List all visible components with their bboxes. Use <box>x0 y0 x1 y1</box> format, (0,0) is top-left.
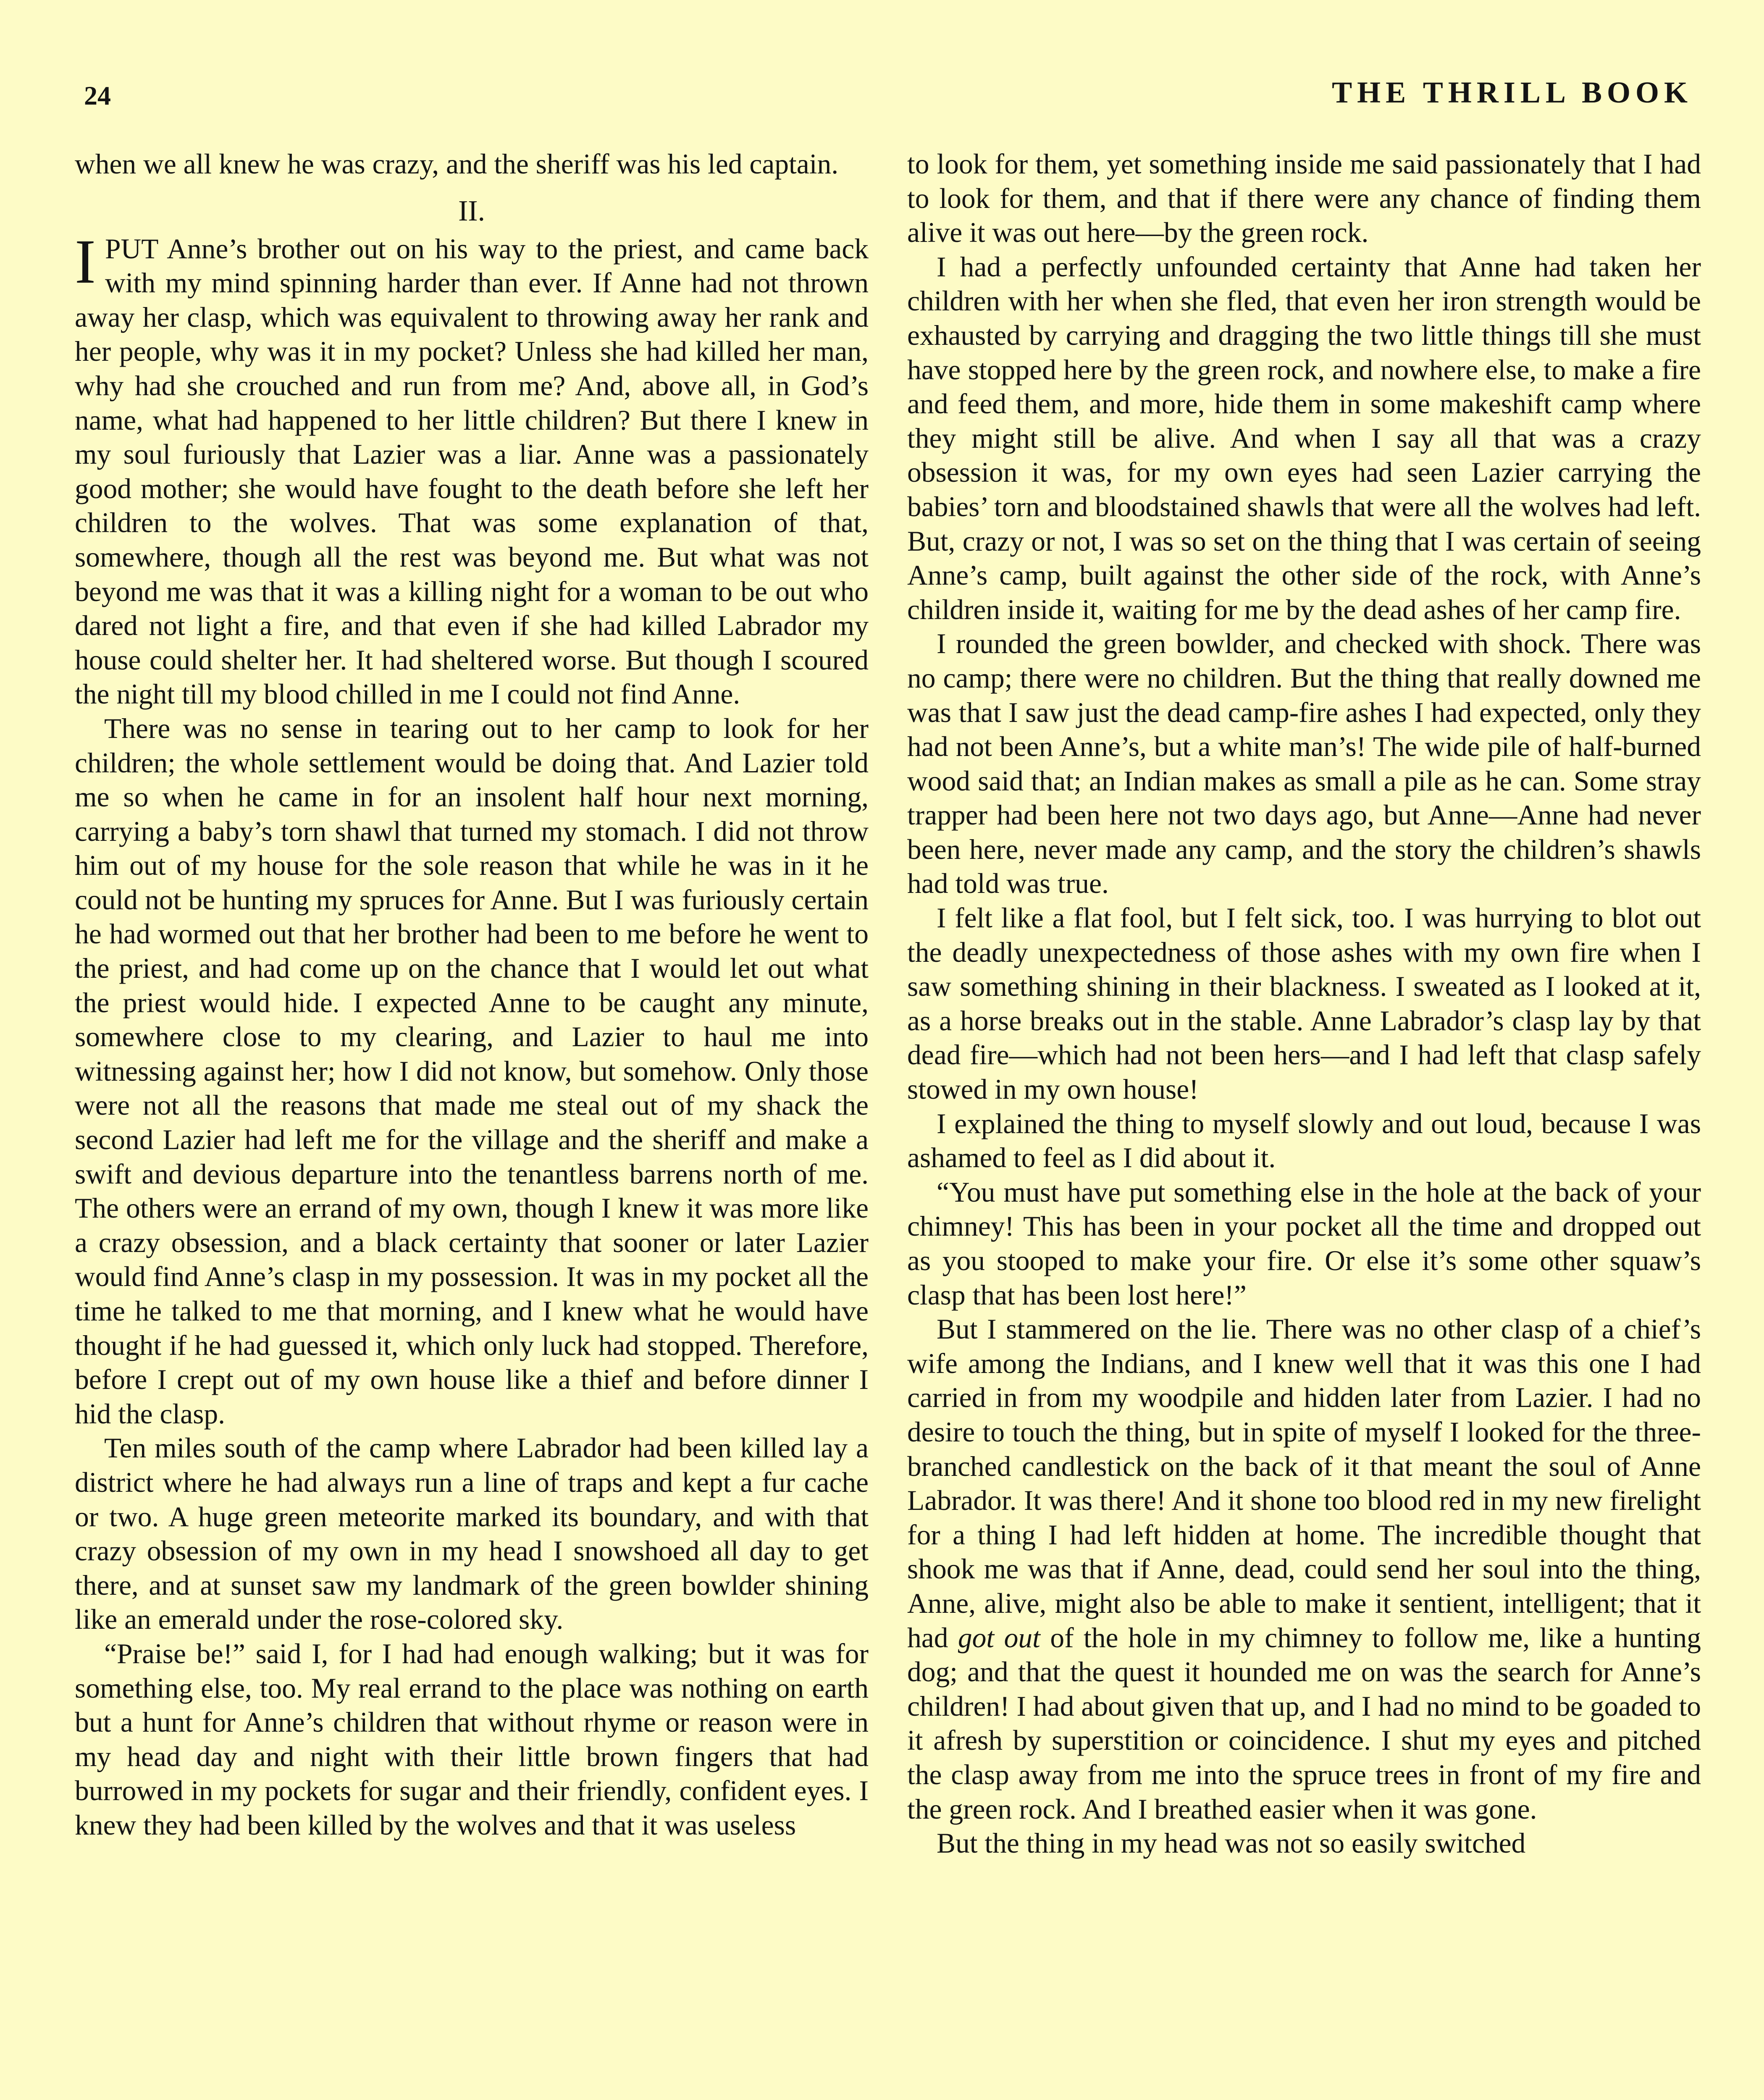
paragraph: Ten miles south of the camp where Labrador had been killed lay a district where he had always run a line of traps and kept a fur cache or two. A huge green meteorite marked its boundary, and with that crazy obsession of my own in my head I snowshoed all day to get there, and at sunset saw my landmark of the green bowlder shining like an emerald under the rose-colored sky. <box>75 1432 869 1635</box>
paragraph: “Praise be!” said I, for I had had enough walking; but it was for something else, too. My real errand to the place was nothing on earth but a hunt for Anne’s children that without rhyme or reason were in my head day and night with their little brown fingers that had burrowed in my pockets for sugar and their friendly, confident eyes. I knew they had been killed by the wolves and that it was useless <box>75 1638 869 1841</box>
paragraph: I rounded the green bowlder, and checked with shock. There was no camp; there were no children. But the thing that really downed me was that I saw just the dead camp-fire ashes I had expected, only they had not been Anne’s, but a white man’s! The wide pile of half-burned wood said that; an Indian makes as small a pile as he can. Some stray trapper had been here not two days ago, but Anne—Anne had never been here, never made any camp, and the story the children’s shawls had told was true. <box>907 628 1701 900</box>
paragraph-text: of the hole in my chimney to follow me, like a hunting dog; and that the quest it hounded me on was the search for Anne’s children! I had about given that up, and I had no mind to be goaded to it afresh by superstition or coincidence. I shut my eyes and pitched the clasp away from me into the spruce trees in front of my fire and the green rock. And I breathed easier when it was gone. <box>907 1622 1701 1825</box>
dropcap-paragraph-text: PUT Anne’s brother out on his way to the priest, and came back with my mind spinning harder than ever. If Anne had not thrown away her clasp, which was equivalent to throwing away her rank and her people, why was it in my pocket? Unless she had killed her man, why had she crouched and run from me? And, above all, in God’s name, what had happened to her little children? But there I knew in my soul furiously that Lazier was a liar. Anne was a passionately good mother; she would have fought to the death before she left her children to the wolves. That was some explanation of that, somewhere, though all the rest was beyond me. But what was not beyond me was that it was a killing night for a woman to be out who dared not light a fire, and that even if she had killed Labrador my house could shelter her. It had sheltered worse. But though I scoured the night till my blood chilled in me I could not find Anne. <box>75 233 869 710</box>
right-column <box>907 147 1701 2100</box>
dropcap-letter: I <box>75 226 96 297</box>
emphasis-text: got out <box>958 1622 1040 1654</box>
paragraph-text: But I stammered on the lie. There was no other clasp of a chief’s wife among the Indians, and I knew well that it was this one I had carried in from my woodpile and hidden later from Lazier. I had no desire to touch the thing, but in spite of myself I looked for the three-branched candlestick on the back of it that meant the soul of Anne Labrador. It was there! And it shone too blood red in my new firelight for a thing I had left hidden at home. The incredible thought that shook me was that if Anne, dead, could send her soul into the thing, Anne, alive, might also be able to make it sentient, intelligent; that it had <box>907 1313 1701 1654</box>
section-heading: II. <box>458 194 486 227</box>
continuation-paragraph: when we all knew he was crazy, and the sheriff was his led captain. <box>75 148 839 180</box>
paragraph: There was no sense in tearing out to her camp to look for her children; the whole settlement would be doing that. And Lazier told me so when he came in for an insolent half hour next morning, carrying a baby’s torn shawl that turned my stomach. I did not throw him out of my house for the sole reason that while he was in it he could not be hunting my spruces for Anne. But I was furiously certain he had wormed out that her brother had been to me before he went to the priest, and had come up on the chance that I would let out what the priest would hide. I expected Anne to be caught any minute, somewhere close to my clearing, and Lazier to haul me into witnessing against her; how I did not know, but somehow. Only those were not all the reasons that made me steal out of my shack the second Lazier had left me for the village and the sheriff and make a swift and devious departure into the tenantless barrens north of me. The others were an errand of my own, though I knew it was more like a crazy obsession, and a black certainty that sooner or later Lazier would find Anne’s clasp in my possession. It was in my pocket all the time he talked to me that morning, and I knew what he would have thought if he had guessed it, which only luck had stopped. Therefore, before I crept out of my own house like a thief and before dinner I hid the clasp. <box>75 712 869 1430</box>
continuation-paragraph: to look for them, yet something inside me said passionately that I had to look for them, and that if there were any chance of finding them alive it was out here—by the green rock. <box>907 148 1701 249</box>
paragraph: I felt like a flat fool, but I felt sick, too. I was hurrying to blot out the deadly unexpectedness of those ashes with my own fire when I saw something shining in their blackness. I sweated as I looked at it, as a horse breaks out in the stable. Anne Labrador’s clasp lay by that dead fire—which had not been hers—and I had left that clasp safely stowed in my own house! <box>907 902 1701 1105</box>
paragraph <box>907 1312 1701 1826</box>
running-head: THE THRILL BOOK <box>1332 76 1693 109</box>
paragraph: I had a perfectly unfounded certainty that Anne had taken her children with her when she fled, that even her iron strength would be exhausted by carrying and dragging the two little things till she must have stopped here by the green rock, and nowhere else, to make a fire and feed them, and more, hide them in some makeshift camp where they might still be alive. And when I say all that was a crazy obsession it was, for my own eyes had seen Lazier carrying the babies’ torn and bloodstained shawls that were all the wolves had left. But, crazy or not, I was so set on the thing that I was certain of seeing Anne’s camp, built against the other side of the rock, with Anne’s children inside it, waiting for me by the dead ashes of her camp fire. <box>907 251 1701 625</box>
paragraph: But the thing in my head was not so easily switched <box>937 1827 1526 1859</box>
paragraph: “You must have put something else in the hole at the back of your chimney! This has been in your pocket all the time and dropped out as you stooped to make your fire. Or else it’s some other squaw’s clasp that has been lost here!” <box>907 1176 1701 1311</box>
dropcap-paragraph <box>75 226 869 711</box>
left-column <box>75 147 869 2100</box>
paragraph: I explained the thing to myself slowly and out loud, because I was ashamed to feel as I did about it. <box>907 1108 1701 1174</box>
page-number: 24 <box>84 81 111 110</box>
